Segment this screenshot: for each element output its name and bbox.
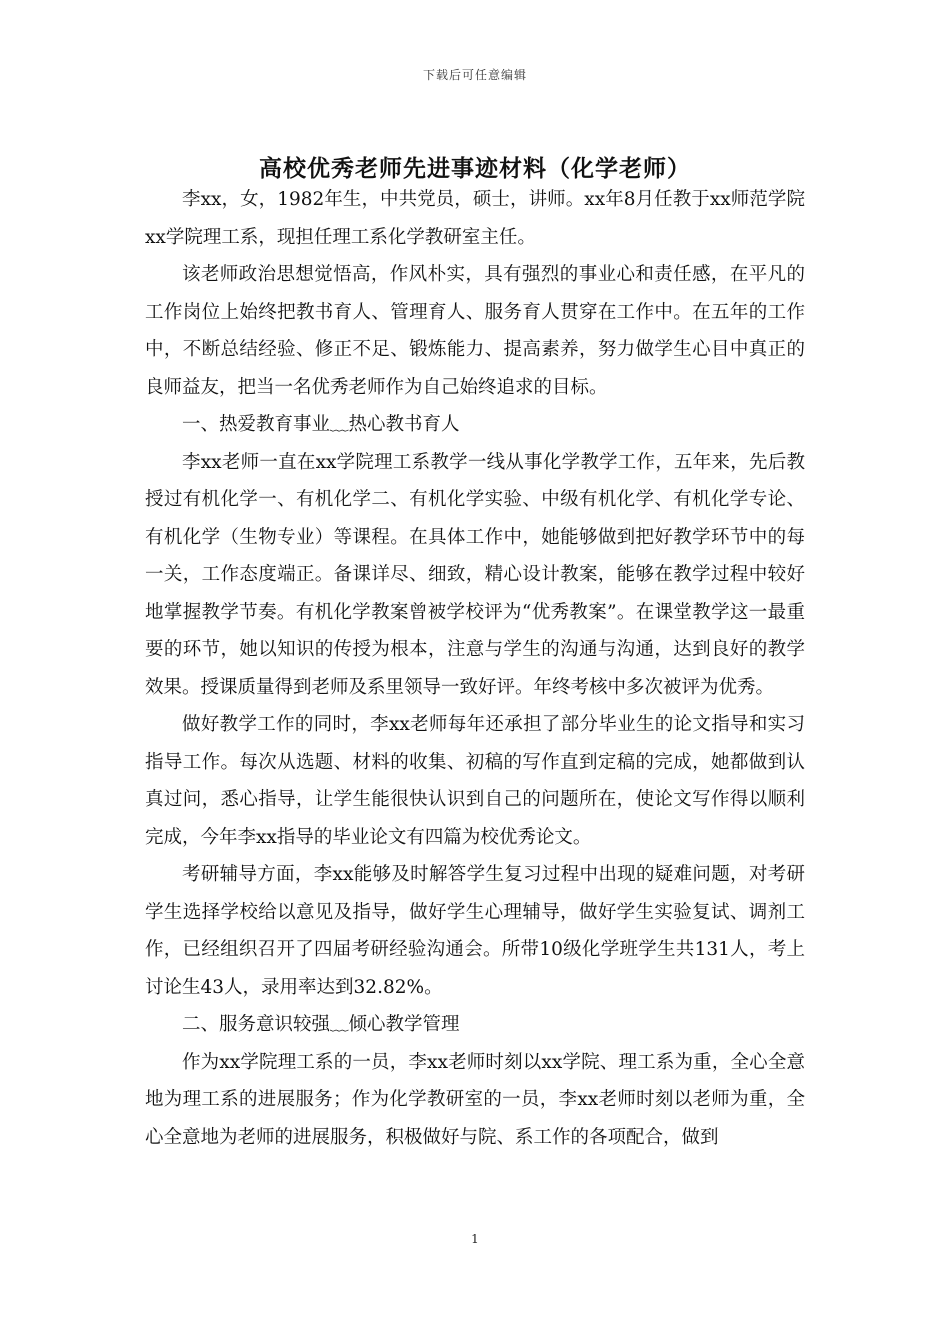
page-number: 1 — [471, 1232, 479, 1246]
paragraph-thesis-guidance: 做好教学工作的同时，李xx老师每年还承担了部分毕业生的论文指导和实习指导工作。每次从选题、材料的收集、初稿的写作直到定稿的完成，她都做到认真过问，悉心指导，让学生能很快认识到自己的问题所在，使论文写作得以顺利完成，今年李xx指导的毕业论文有四篇为校优秀论文。 — [145, 714, 805, 848]
page-header-note: 下载后可任意编辑 — [422, 68, 527, 82]
section-heading-1: 一、热爱教育事业﹏热心教书育人 — [182, 414, 460, 435]
paragraph-exam-tutoring: 考研辅导方面，李xx能够及时解答学生复习过程中出现的疑难问题，对考研学生选择学校给以意见及指导，做好学生心理辅导，做好学生实验复试、调剂工作，已经组织召开了四届考研经验沟通会。所带10级化学班学生共131人，考上讨论生43人，录用率达到32.82%。 — [145, 864, 805, 998]
section-heading-2: 二、服务意识较强﹏倾心教学管理 — [182, 1014, 460, 1035]
paragraph-intro: 李xx，女，1982年生，中共党员，硕士，讲师。xx年8月任教于xx师范学院xx学院理工系，现担任理工系化学教研室主任。 — [145, 189, 805, 248]
document-body — [145, 181, 805, 1156]
paragraph-service: 作为xx学院理工系的一员，李xx老师时刻以xx学院、理工系为重，全心全意地为理工系的进展服务；作为化学教研室的一员，李xx老师时刻以老师为重，全心全意地为老师的进展服务，积极做好与院、系工作的各项配合，做到 — [145, 1051, 805, 1148]
document-title: 高校优秀老师先进事迹材料（化学老师） — [259, 155, 691, 182]
paragraph-teaching: 李xx老师一直在xx学院理工系教学一线从事化学教学工作，五年来，先后教授过有机化学一、有机化学二、有机化学实验、中级有机化学、有机化学专论、有机化学（生物专业）等课程。在具体工作中，她能够做到把好教学环节中的每一关，工作态度端正。备课详尽、细致，精心设计教案，能够在教学过程中较好地掌握教学节奏。有机化学教案曾被学校评为“优秀教案”。在课堂教学这一最重要的环节，她以知识的传授为根本，注意与学生的沟通与沟通，达到良好的教学效果。授课质量得到老师及系里领导一致好评。年终考核中多次被评为优秀。 — [145, 451, 805, 698]
paragraph-overview: 该老师政治思想觉悟高，作风朴实，具有强烈的事业心和责任感，在平凡的工作岗位上始终把教书育人、管理育人、服务育人贯穿在工作中。在五年的工作中，不断总结经验、修正不足、锻炼能力、提高素养，努力做学生心目中真正的良师益友，把当一名优秀老师作为自己始终追求的目标。 — [145, 264, 805, 398]
